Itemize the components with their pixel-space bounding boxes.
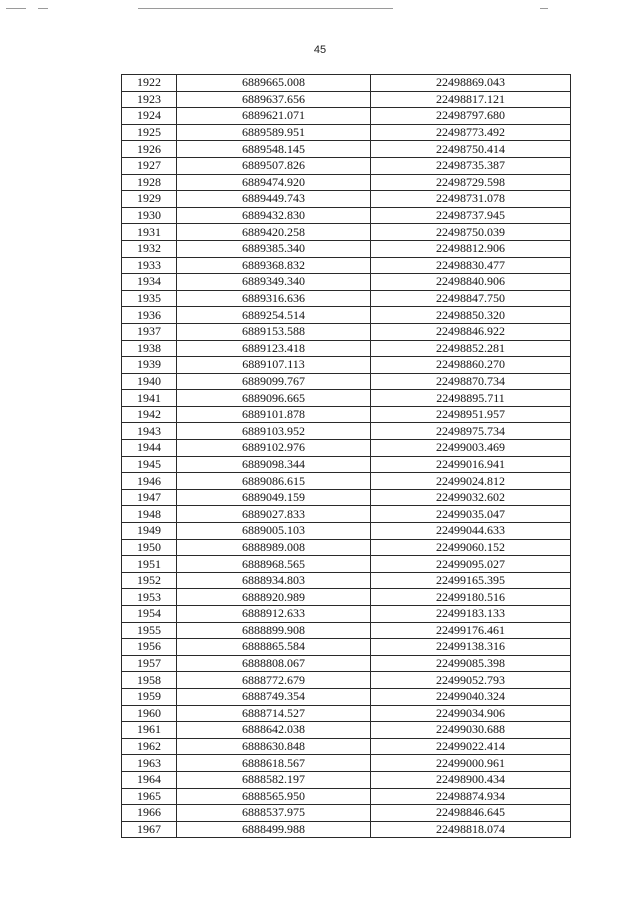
table-row <box>122 655 571 672</box>
y-coordinate-cell: 22498750.414 <box>371 141 571 158</box>
y-coordinate-cell: 22498895.711 <box>371 390 571 407</box>
x-coordinate-cell: 6889637.656 <box>177 91 371 108</box>
x-coordinate-cell: 6889548.145 <box>177 141 371 158</box>
y-coordinate-cell: 22499003.469 <box>371 440 571 457</box>
x-coordinate-cell: 6889005.103 <box>177 523 371 540</box>
point-number-cell: 1935 <box>122 290 177 307</box>
x-coordinate-cell: 6888968.565 <box>177 556 371 573</box>
x-coordinate-cell: 6888865.584 <box>177 639 371 656</box>
y-coordinate-cell: 22498975.734 <box>371 423 571 440</box>
y-coordinate-cell: 22499022.414 <box>371 738 571 755</box>
table-row <box>122 805 571 822</box>
point-number-cell: 1925 <box>122 124 177 141</box>
table-row <box>122 788 571 805</box>
y-coordinate-cell: 22499000.961 <box>371 755 571 772</box>
point-number-cell: 1952 <box>122 572 177 589</box>
x-coordinate-cell: 6889254.514 <box>177 307 371 324</box>
point-number-cell: 1965 <box>122 788 177 805</box>
point-number-cell: 1937 <box>122 323 177 340</box>
x-coordinate-cell: 6888618.567 <box>177 755 371 772</box>
table-row <box>122 639 571 656</box>
x-coordinate-cell: 6889098.344 <box>177 456 371 473</box>
table-row <box>122 606 571 623</box>
y-coordinate-cell: 22499183.133 <box>371 606 571 623</box>
point-number-cell: 1944 <box>122 440 177 457</box>
x-coordinate-cell: 6889096.665 <box>177 390 371 407</box>
table-row <box>122 506 571 523</box>
x-coordinate-cell: 6889589.951 <box>177 124 371 141</box>
point-number-cell: 1955 <box>122 622 177 639</box>
table-row <box>122 672 571 689</box>
coordinate-table <box>121 74 571 838</box>
y-coordinate-cell: 22498840.906 <box>371 274 571 291</box>
x-coordinate-cell: 6888920.989 <box>177 589 371 606</box>
point-number-cell: 1960 <box>122 705 177 722</box>
table-row <box>122 738 571 755</box>
table-row <box>122 705 571 722</box>
point-number-cell: 1951 <box>122 556 177 573</box>
point-number-cell: 1923 <box>122 91 177 108</box>
point-number-cell: 1962 <box>122 738 177 755</box>
y-coordinate-cell: 22498869.043 <box>371 75 571 92</box>
scan-artifact-line <box>38 8 48 9</box>
y-coordinate-cell: 22498847.750 <box>371 290 571 307</box>
table-row <box>122 755 571 772</box>
point-number-cell: 1931 <box>122 224 177 241</box>
point-number-cell: 1933 <box>122 257 177 274</box>
x-coordinate-cell: 6888565.950 <box>177 788 371 805</box>
table-row <box>122 440 571 457</box>
point-number-cell: 1936 <box>122 307 177 324</box>
x-coordinate-cell: 6889086.615 <box>177 473 371 490</box>
x-coordinate-cell: 6888714.527 <box>177 705 371 722</box>
y-coordinate-cell: 22499034.906 <box>371 705 571 722</box>
point-number-cell: 1940 <box>122 373 177 390</box>
x-coordinate-cell: 6889449.743 <box>177 191 371 208</box>
table-row <box>122 274 571 291</box>
point-number-cell: 1927 <box>122 157 177 174</box>
table-row <box>122 340 571 357</box>
x-coordinate-cell: 6889103.952 <box>177 423 371 440</box>
y-coordinate-cell: 22498852.281 <box>371 340 571 357</box>
table-row <box>122 207 571 224</box>
x-coordinate-cell: 6888499.988 <box>177 821 371 838</box>
y-coordinate-cell: 22498846.922 <box>371 323 571 340</box>
point-number-cell: 1958 <box>122 672 177 689</box>
table-row <box>122 722 571 739</box>
y-coordinate-cell: 22499044.633 <box>371 523 571 540</box>
y-coordinate-cell: 22499165.395 <box>371 572 571 589</box>
table-row <box>122 390 571 407</box>
x-coordinate-cell: 6888808.067 <box>177 655 371 672</box>
point-number-cell: 1942 <box>122 406 177 423</box>
point-number-cell: 1949 <box>122 523 177 540</box>
x-coordinate-cell: 6888899.908 <box>177 622 371 639</box>
table-row <box>122 771 571 788</box>
table-row <box>122 473 571 490</box>
table-row <box>122 423 571 440</box>
point-number-cell: 1930 <box>122 207 177 224</box>
table-row <box>122 157 571 174</box>
y-coordinate-cell: 22498750.039 <box>371 224 571 241</box>
table-row <box>122 622 571 639</box>
x-coordinate-cell: 6889385.340 <box>177 240 371 257</box>
point-number-cell: 1928 <box>122 174 177 191</box>
y-coordinate-cell: 22499030.688 <box>371 722 571 739</box>
table-row <box>122 589 571 606</box>
point-number-cell: 1945 <box>122 456 177 473</box>
y-coordinate-cell: 22499035.047 <box>371 506 571 523</box>
table-row <box>122 174 571 191</box>
point-number-cell: 1943 <box>122 423 177 440</box>
table-row <box>122 141 571 158</box>
table-row <box>122 290 571 307</box>
x-coordinate-cell: 6889665.008 <box>177 75 371 92</box>
x-coordinate-cell: 6888934.803 <box>177 572 371 589</box>
point-number-cell: 1934 <box>122 274 177 291</box>
x-coordinate-cell: 6888989.008 <box>177 539 371 556</box>
table-row <box>122 489 571 506</box>
y-coordinate-cell: 22498870.734 <box>371 373 571 390</box>
x-coordinate-cell: 6888630.848 <box>177 738 371 755</box>
table-row <box>122 224 571 241</box>
point-number-cell: 1950 <box>122 539 177 556</box>
x-coordinate-cell: 6888582.197 <box>177 771 371 788</box>
y-coordinate-cell: 22498830.477 <box>371 257 571 274</box>
y-coordinate-cell: 22498731.078 <box>371 191 571 208</box>
y-coordinate-cell: 22498818.074 <box>371 821 571 838</box>
point-number-cell: 1922 <box>122 75 177 92</box>
table-row <box>122 523 571 540</box>
table-row <box>122 191 571 208</box>
y-coordinate-cell: 22498860.270 <box>371 357 571 374</box>
y-coordinate-cell: 22498812.906 <box>371 240 571 257</box>
coordinate-table-body <box>122 75 571 838</box>
table-row <box>122 91 571 108</box>
table-row <box>122 124 571 141</box>
table-row <box>122 307 571 324</box>
table-row <box>122 406 571 423</box>
x-coordinate-cell: 6889474.920 <box>177 174 371 191</box>
point-number-cell: 1941 <box>122 390 177 407</box>
page-number: 45 <box>313 44 327 56</box>
x-coordinate-cell: 6889027.833 <box>177 506 371 523</box>
table-row <box>122 572 571 589</box>
y-coordinate-cell: 22499180.516 <box>371 589 571 606</box>
x-coordinate-cell: 6889432.830 <box>177 207 371 224</box>
y-coordinate-cell: 22498797.680 <box>371 108 571 125</box>
table-row <box>122 75 571 92</box>
x-coordinate-cell: 6889049.159 <box>177 489 371 506</box>
table-row <box>122 257 571 274</box>
y-coordinate-cell: 22498951.957 <box>371 406 571 423</box>
point-number-cell: 1938 <box>122 340 177 357</box>
y-coordinate-cell: 22499138.316 <box>371 639 571 656</box>
table-row <box>122 456 571 473</box>
point-number-cell: 1939 <box>122 357 177 374</box>
point-number-cell: 1953 <box>122 589 177 606</box>
y-coordinate-cell: 22499052.793 <box>371 672 571 689</box>
y-coordinate-cell: 22499060.152 <box>371 539 571 556</box>
x-coordinate-cell: 6889153.588 <box>177 323 371 340</box>
y-coordinate-cell: 22498729.598 <box>371 174 571 191</box>
table-row <box>122 688 571 705</box>
point-number-cell: 1957 <box>122 655 177 672</box>
scan-artifact-line <box>540 8 548 9</box>
y-coordinate-cell: 22498850.320 <box>371 307 571 324</box>
x-coordinate-cell: 6889101.878 <box>177 406 371 423</box>
point-number-cell: 1929 <box>122 191 177 208</box>
x-coordinate-cell: 6889102.976 <box>177 440 371 457</box>
table-row <box>122 556 571 573</box>
point-number-cell: 1961 <box>122 722 177 739</box>
table-row <box>122 240 571 257</box>
x-coordinate-cell: 6888772.679 <box>177 672 371 689</box>
x-coordinate-cell: 6889349.340 <box>177 274 371 291</box>
point-number-cell: 1932 <box>122 240 177 257</box>
x-coordinate-cell: 6889507.826 <box>177 157 371 174</box>
point-number-cell: 1954 <box>122 606 177 623</box>
point-number-cell: 1924 <box>122 108 177 125</box>
x-coordinate-cell: 6888912.633 <box>177 606 371 623</box>
point-number-cell: 1947 <box>122 489 177 506</box>
y-coordinate-cell: 22498900.434 <box>371 771 571 788</box>
scan-artifact-line <box>138 8 393 9</box>
table-row <box>122 821 571 838</box>
x-coordinate-cell: 6888749.354 <box>177 688 371 705</box>
y-coordinate-cell: 22499095.027 <box>371 556 571 573</box>
point-number-cell: 1967 <box>122 821 177 838</box>
y-coordinate-cell: 22499032.602 <box>371 489 571 506</box>
x-coordinate-cell: 6889123.418 <box>177 340 371 357</box>
y-coordinate-cell: 22499176.461 <box>371 622 571 639</box>
y-coordinate-cell: 22498735.387 <box>371 157 571 174</box>
x-coordinate-cell: 6888642.038 <box>177 722 371 739</box>
point-number-cell: 1964 <box>122 771 177 788</box>
y-coordinate-cell: 22498846.645 <box>371 805 571 822</box>
x-coordinate-cell: 6889368.832 <box>177 257 371 274</box>
table-row <box>122 108 571 125</box>
x-coordinate-cell: 6889621.071 <box>177 108 371 125</box>
table-row <box>122 539 571 556</box>
table-row <box>122 323 571 340</box>
table-row <box>122 357 571 374</box>
point-number-cell: 1963 <box>122 755 177 772</box>
y-coordinate-cell: 22499024.812 <box>371 473 571 490</box>
y-coordinate-cell: 22499016.941 <box>371 456 571 473</box>
y-coordinate-cell: 22499040.324 <box>371 688 571 705</box>
x-coordinate-cell: 6889107.113 <box>177 357 371 374</box>
point-number-cell: 1926 <box>122 141 177 158</box>
x-coordinate-cell: 6889099.767 <box>177 373 371 390</box>
point-number-cell: 1948 <box>122 506 177 523</box>
point-number-cell: 1946 <box>122 473 177 490</box>
y-coordinate-cell: 22499085.398 <box>371 655 571 672</box>
y-coordinate-cell: 22498874.934 <box>371 788 571 805</box>
x-coordinate-cell: 6889316.636 <box>177 290 371 307</box>
scan-artifact-line <box>6 8 26 9</box>
y-coordinate-cell: 22498737.945 <box>371 207 571 224</box>
y-coordinate-cell: 22498773.492 <box>371 124 571 141</box>
y-coordinate-cell: 22498817.121 <box>371 91 571 108</box>
point-number-cell: 1966 <box>122 805 177 822</box>
x-coordinate-cell: 6889420.258 <box>177 224 371 241</box>
table-row <box>122 373 571 390</box>
point-number-cell: 1956 <box>122 639 177 656</box>
point-number-cell: 1959 <box>122 688 177 705</box>
x-coordinate-cell: 6888537.975 <box>177 805 371 822</box>
